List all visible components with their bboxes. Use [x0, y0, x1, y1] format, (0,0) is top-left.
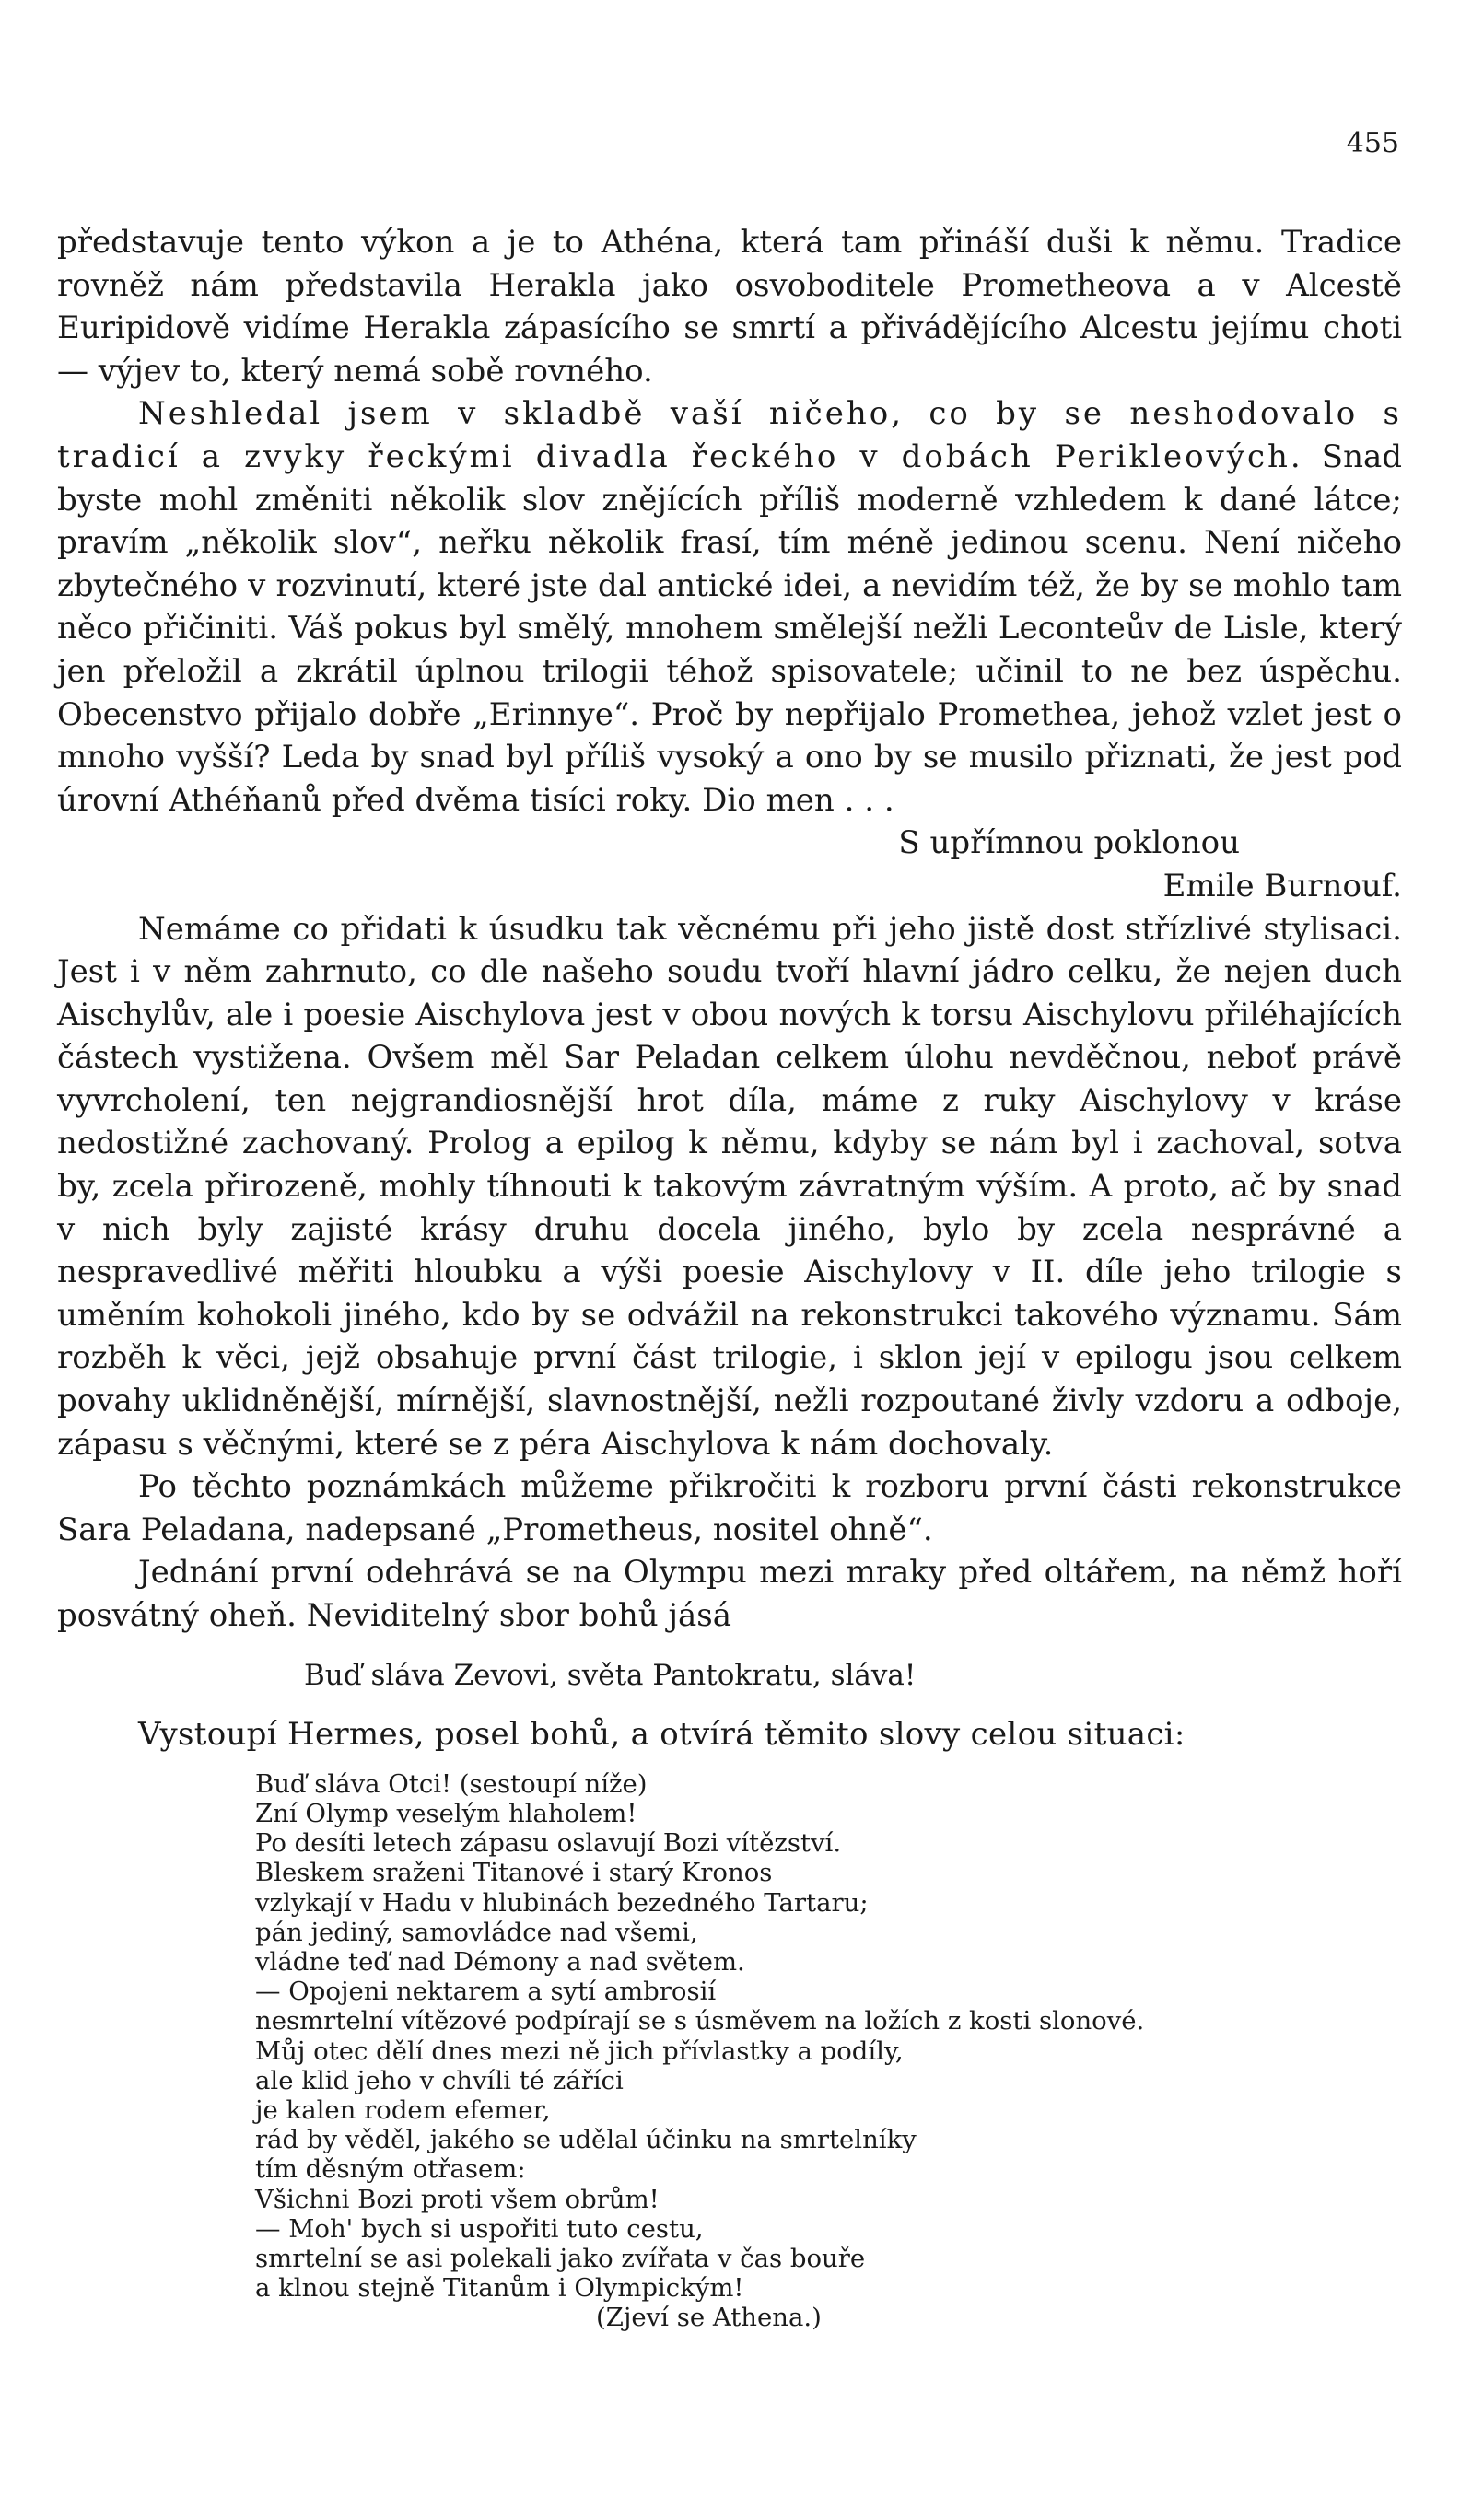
verse-line: rád by věděl, jakého se udělal účinku na smrtelníky — [255, 2125, 917, 2155]
verse-line: ale klid jeho v chvíli té záříci — [255, 2065, 624, 2095]
verse-line: pán jediný, samovládce nad všemi, — [255, 1917, 698, 1947]
paragraph-letter-text: Snad byste mohl změniti několik slov znějících příliš moderně vzhledem k dané látce; pravím „několik slov“, neřku několik frasí, tím méně jedinou scenu. Není ničeho zbytečného v rozvinutí, které jste dal antické idei, a nevidím též, že by se mohlo tam něco přičiniti. Váš pokus byl smělý, mnohem smělejší nežli Leconteův de Lisle, který jen přeložil a zkrátil úplnou trilogii téhož spisovatele; učinil to ne bez úspěchu. Obecenstvo přijalo dobře „Erinnye“. Proč by nepřijalo Promethea, jehož vzlet jest o mnoho vyšší? Leda by snad byl příliš vysoký a ono by se musilo přiznati, že jest pod úrovní Athéňanů před dvěma tisíci roky. Dio men . . . — [57, 438, 1403, 819]
verse-line: a klnou stejně Titanům i Olympickým! — [255, 2273, 744, 2304]
paragraph-scene: Jednání první odehrává se na Olympu mezi mraky před oltářem, na němž hoří posvátný oheň. Neviditelný sbor bohů jásá — [57, 1554, 1402, 1634]
verse-line: nesmrtelní vítězové podpírají se s úsměvem na ložích z kosti slonové. — [255, 2006, 1145, 2036]
spaced-sentence: Neshledal jsem v skladbě vaší ničeho, co by se neshodovalo s tradicí a zvyky řeckými divadla řeckého v dobách Perikleových. — [57, 395, 1402, 475]
verse-line: Bleskem sraženi Titanové i starý Kronos — [255, 1858, 773, 1888]
verse-line: Zní Olymp veselým hlaholem! — [255, 1798, 637, 1828]
verse-line: — Opojeni nektarem a sytí ambrosií — [255, 1977, 717, 2007]
verse-line: vzlykají v Hadu v hlubinách bezedného Tartaru; — [255, 1887, 869, 1918]
verse-line: Můj otec dělí dnes mezi ně jich přívlastky a podíly, — [255, 2036, 904, 2066]
verse-line: je kalen rodem efemer, — [255, 2095, 551, 2126]
verse-line: — Moh' bych si uspořiti tuto cestu, — [255, 2213, 704, 2244]
hermes-intro: Vystoupí Hermes, posel bohů, a otvírá těmito slovy celou situaci: — [138, 1716, 1186, 1754]
paragraph-transition: Po těchto poznámkách můžeme přikročiti k rozboru první části rekonstrukce Sara Peladana, nadepsané „Prometheus, nositel ohně“. — [57, 1468, 1402, 1548]
letter-signature: Emile Burnouf. — [1162, 867, 1402, 904]
paragraph-commentary: Nemáme co přidati k úsudku tak věcnému při jeho jistě dost střízlivé stylisaci. Jest i v něm zahrnuto, co dle našeho soudu tvoří hlavní jádro celku, že nejen duch Aischylův, ale i poesie Aischylova jest v obou nových k torsu Aischylovu přiléhajících částech vystižena. Ovšem měl Sar Peladan celkem úlohu nevděčnou, neboť právě vyvrcholení, ten nejgrandiosnější hrot díla, máme z ruky Aischylovy v kráse nedostižné zachovaný. Prolog a epilog k němu, kdyby se nám byl i zachoval, sotva by, zcela přirozeně, mohly tíhnouti k takovým závratným výším. A proto, ač by snad v nich byly zajisté krásy druhu docela jiného, bylo by zcela nesprávné a nespravedlivé měřiti hloubku a výši poesie Aischylovy v II. díle jeho trilogie s uměním kohokoli jiného, kdo by se odvážil na rekonstrukci takového významu. Sám rozběh k věci, jejž obsahuje první část trilogie, i sklon její v epilogu jsou celkem povahy uklidněnější, mírnější, slavnostnější, nežli rozpoutané živly vzdoru a odboje, zápasu s věčnými, které se z péra Aischylova k nám dochovaly. — [57, 910, 1402, 1463]
verse-block — [255, 1769, 1402, 2333]
paragraph-continued: představuje tento výkon a je to Athéna, která tam přináší duši k němu. Tradice rovněž nám představila Herakla jako osvoboditele Prometheova a v Alcestě Euripidově vidíme Herakla zápasícího se smrtí a přivádějícího Alcestu jejímu choti — výjev to, který nemá sobě rovného. — [57, 224, 1402, 390]
verse-line: tím děsným otřasem: — [255, 2154, 526, 2185]
verse-line: Všichni Bozi proti všem obrům! — [255, 2184, 660, 2214]
page-number: 455 — [1346, 127, 1399, 159]
body-text — [57, 221, 1402, 2333]
verse-line: Po desíti letech zápasu oslavují Bozi vítězství. — [255, 1828, 842, 1859]
chorus-line: Buď sláva Zevovi, světa Pantokratu, sláva! — [304, 1658, 917, 1692]
letter-salutation: S upřímnou poklonou — [898, 824, 1240, 862]
stage-direction: (Zjeví se Athena.) — [596, 2303, 822, 2333]
verse-line: smrtelní se asi polekali jako zvířata v čas bouře — [255, 2244, 866, 2274]
paragraph-letter — [57, 392, 1402, 822]
verse-line: Buď sláva Otci! (sestoupí níže) — [255, 1768, 648, 1799]
verse-line: vládne teď nad Démony a nad světem. — [255, 1947, 745, 1977]
